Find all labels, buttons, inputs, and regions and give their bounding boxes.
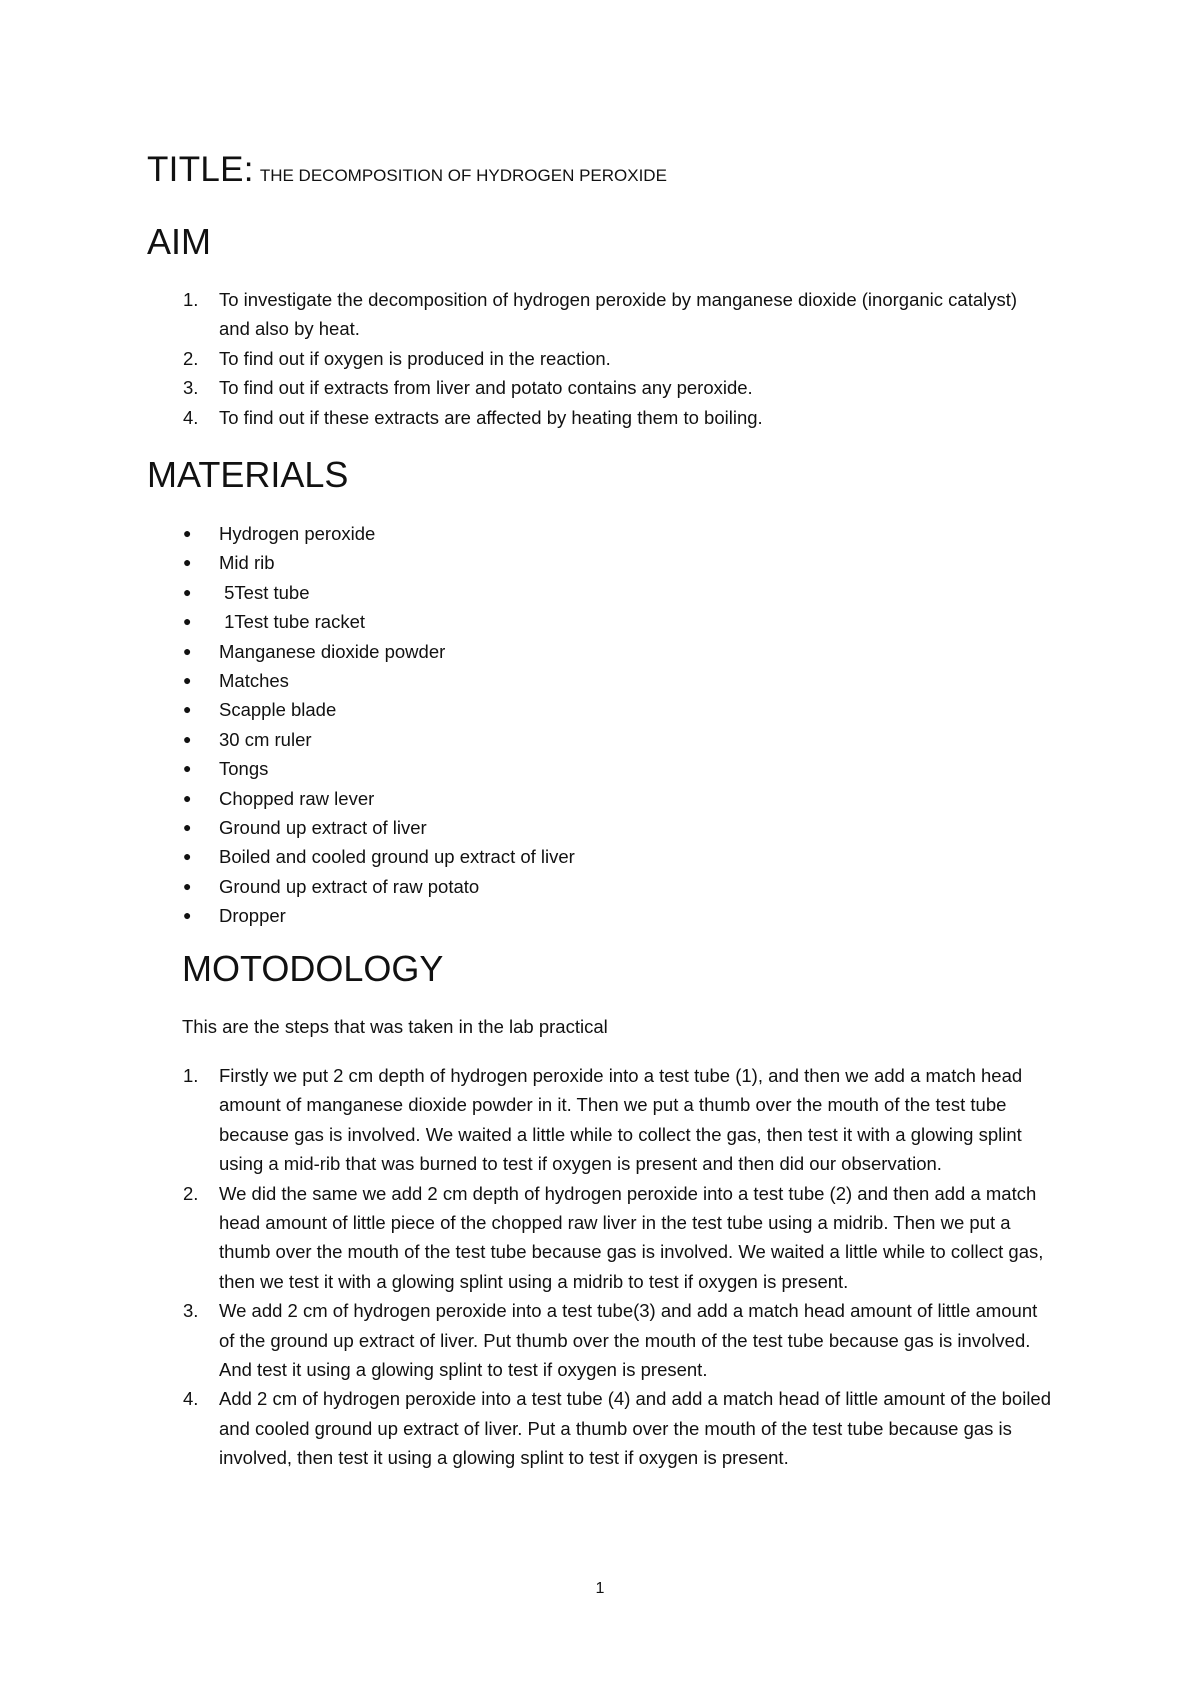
materials-item: ● Tongs — [183, 758, 269, 780]
materials-heading: MATERIALS — [147, 454, 349, 495]
aim-item: 4. To find out if these extracts are affected by heating them to boiling. — [183, 406, 763, 428]
materials-item: ● Ground up extract of liver — [183, 817, 427, 839]
aim-list — [147, 285, 1047, 432]
materials-item: ● Manganese dioxide powder — [183, 640, 446, 662]
document-title — [147, 150, 667, 190]
materials-item: ● Matches — [183, 670, 289, 692]
methodology-intro: This are the steps that was taken in the lab practical — [182, 1016, 608, 1037]
methodology-heading: MOTODOLOGY — [182, 948, 444, 989]
materials-item: ● 5Test tube — [183, 581, 310, 603]
page-number: 1 — [595, 1580, 605, 1597]
methodology-step: 2. We did the same we add 2 cm depth of hydrogen peroxide into a test tube (2) and then add a match head amount of little piece of the chopped raw liver in the test tube using a midrib. Then we put a thumb over the mouth of the test tube because gas is involved. We waited a little while to collect gas, then we test it with a glowing splint using a midrib to test if oxygen is present. — [183, 1182, 1044, 1292]
methodology-step: 3. We add 2 cm of hydrogen peroxide into a test tube(3) and add a match head amount of little amount of the ground up extract of liver. Put thumb over the mouth of the test tube because gas is involved. And test it using a glowing splint to test if oxygen is present. — [183, 1300, 1038, 1381]
materials-item: ● 1Test tube racket — [183, 611, 366, 633]
methodology-steps — [147, 1061, 1057, 1473]
materials-item: ● 30 cm ruler — [183, 728, 312, 750]
methodology-step: 4. Add 2 cm of hydrogen peroxide into a test tube (4) and add a match head of little amount of the boiled and cooled ground up extract of liver. Put a thumb over the mouth of the test tube because gas is involved, then test it using a glowing splint to test if oxygen is present. — [183, 1388, 1052, 1469]
title-text: THE DECOMPOSITION OF HYDROGEN PEROXIDE — [259, 166, 667, 185]
materials-item: ● Chopped raw lever — [183, 787, 375, 809]
aim-item: 3. To find out if extracts from liver and potato contains any peroxide. — [183, 377, 753, 399]
materials-item: ● Boiled and cooled ground up extract of liver — [183, 846, 575, 868]
materials-item: ● Hydrogen peroxide — [183, 523, 376, 544]
title-label: TITLE: — [147, 150, 254, 189]
aim-item: 1. To investigate the decomposition of hydrogen peroxide by manganese dioxide (inorganic catalyst) and also by heat. — [183, 289, 1018, 340]
aim-item: 2. To find out if oxygen is produced in the reaction. — [183, 347, 611, 369]
materials-item: ● Dropper — [183, 905, 286, 927]
materials-list — [147, 519, 1047, 931]
methodology-step: 1. Firstly we put 2 cm depth of hydrogen peroxide into a test tube (1), and then we add a match head amount of manganese dioxide powder in it. Then we put a thumb over the mouth of the test tube because gas is involved. We waited a little while to collect the gas, then test it with a glowing splint using a mid-rib that was burned to test if oxygen is present and then did our observation. — [183, 1065, 1023, 1175]
aim-heading: AIM — [147, 221, 212, 262]
materials-item: ● Mid rib — [183, 552, 275, 574]
materials-item: ● Ground up extract of raw potato — [183, 875, 480, 897]
materials-item: ● Scapple blade — [183, 699, 337, 721]
